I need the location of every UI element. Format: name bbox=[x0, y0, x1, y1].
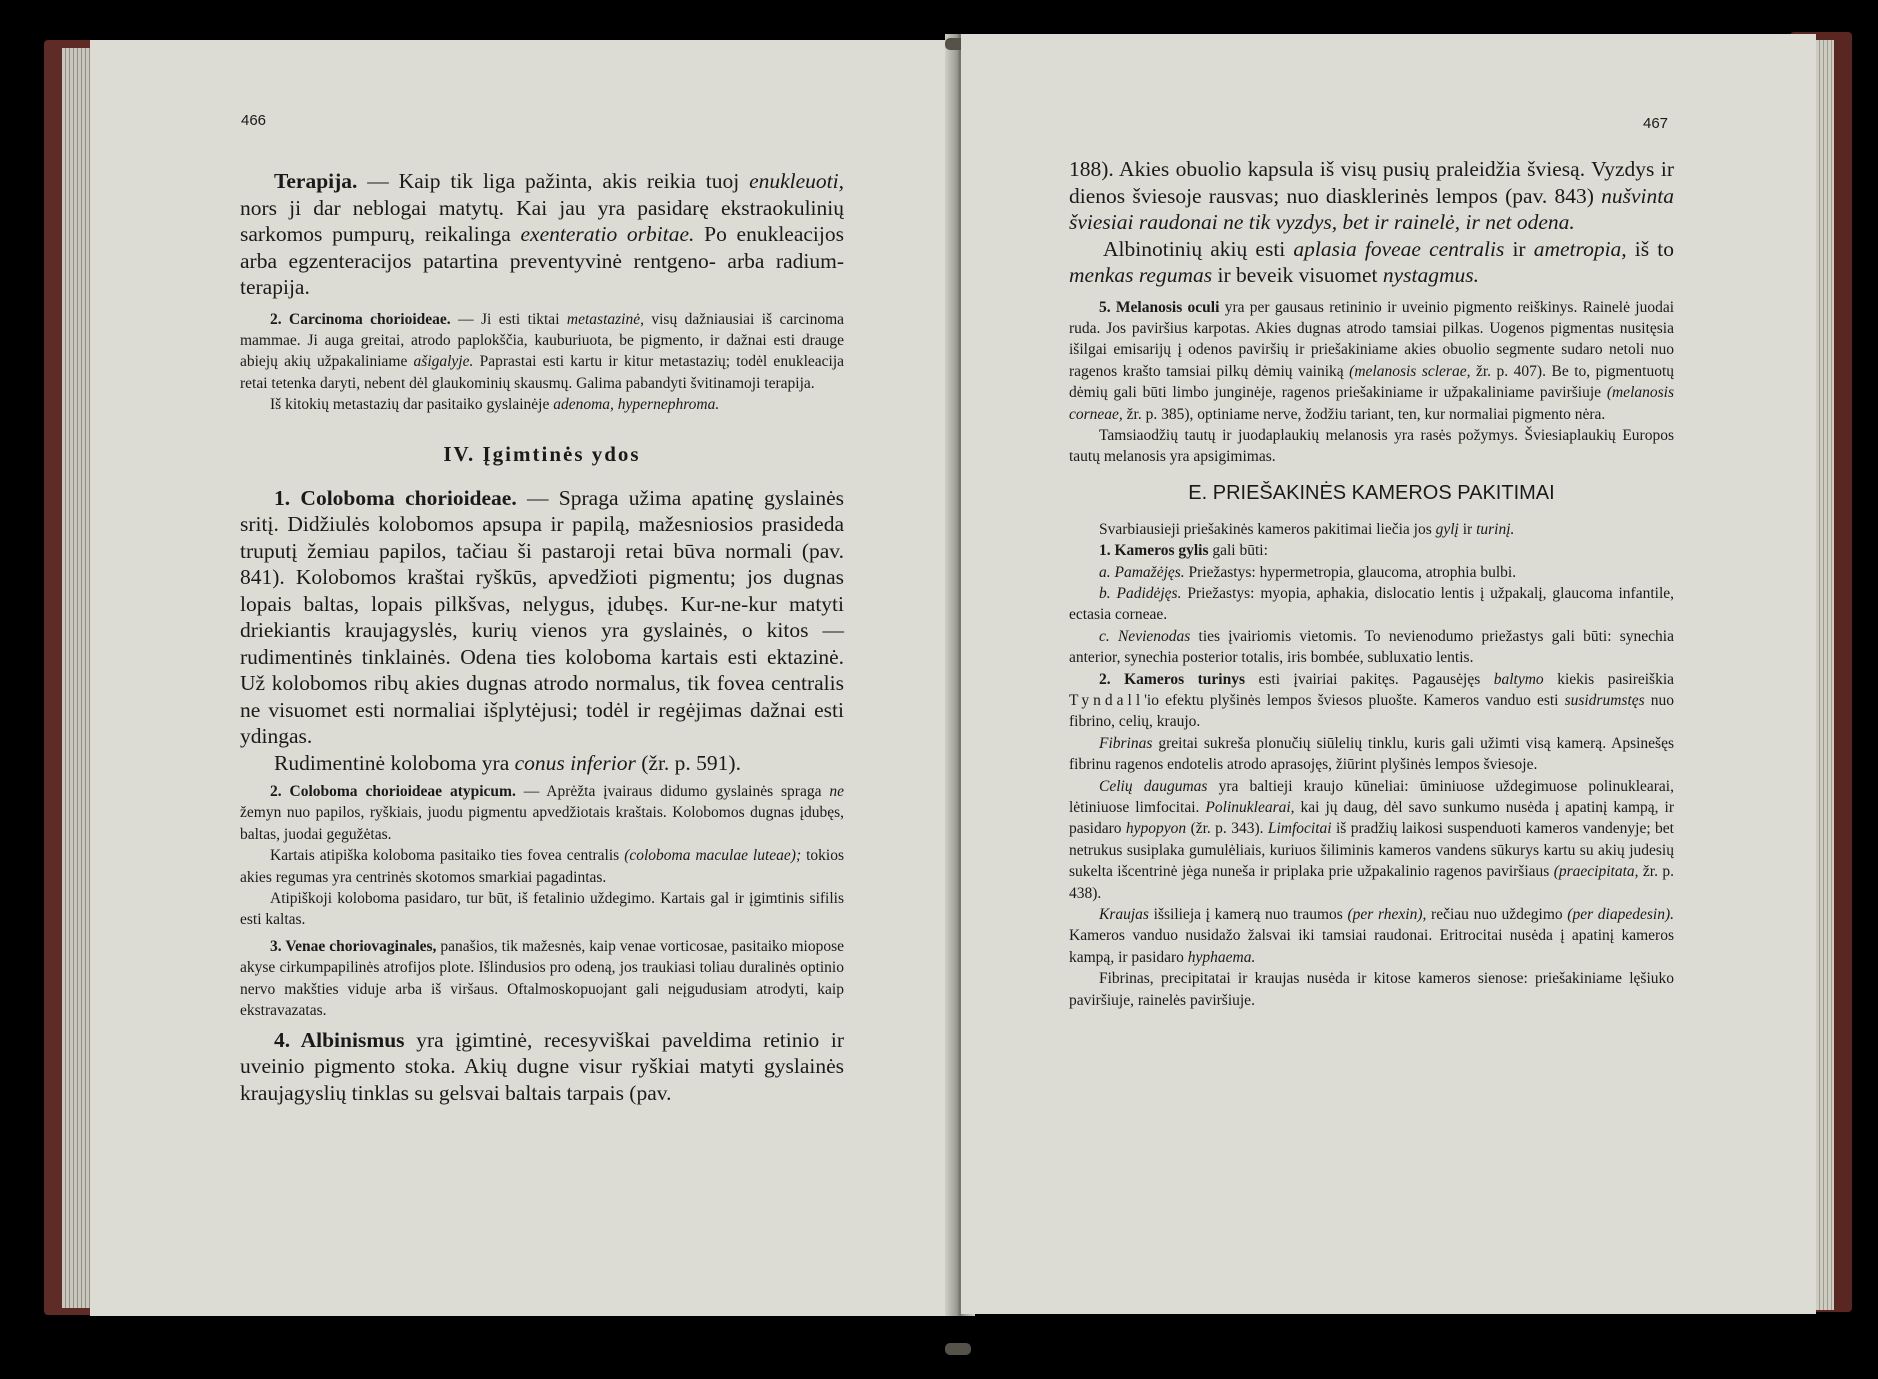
term-gylis: 1. Kameros gylis bbox=[1099, 542, 1209, 560]
term-coloboma: 1. Coloboma chorioideae. bbox=[274, 485, 517, 510]
right-page bbox=[961, 34, 1816, 1314]
paragraph-venae: 3. Venae choriovaginales, panašios, tik mažesnės, kaip venae vorticosae, pasitaiko miopose akyse cirkumpapilinės atrofijos plote. Išlindusios pro odeną, jos traukiasi toliau duralinės optinio nervo makšties viduje arba iš viršaus. Oftalmoskopuojant gali neįgudusiam atrodyti, kaip ekstravazatas. bbox=[240, 937, 845, 1020]
list-item-b: b. Padidėjęs. Priežastys: myopia, aphakia, dislocatio lentis į užpakalį, glaucoma infantile, ectasia corneae. bbox=[1069, 584, 1675, 624]
paragraph-kartais: Kartais atipiška koloboma pasitaiko ties fovea centralis (coloboma maculae luteae); tokios akies regumas yra centrinės skotomos smarkiai pagadintas. bbox=[240, 847, 845, 886]
paragraph-atypicum: 2. Coloboma chorioideae atypicum. — Aprėžta įvairaus didumo gyslainės spraga ne žemyn nuo papilos, ryškiais, juodu pigmentu apvedžiotais kraštais. Kolobomos dugnas įdubęs, baltas, juodai gegužėtas. bbox=[240, 783, 845, 843]
section-heading-left: IV. Įgimtinės ydos bbox=[443, 441, 641, 466]
term-venae: 3. Venae choriovaginales, bbox=[270, 937, 437, 955]
term-atypicum: 2. Coloboma chorioideae atypicum. bbox=[270, 783, 516, 801]
right-page-text bbox=[1069, 156, 1674, 1011]
term-carcinoma: 2. Carcinoma chorioideae. bbox=[270, 310, 451, 328]
paragraph-gylis: 1. Kameros gylis gali būti: bbox=[1099, 542, 1268, 560]
paragraph-metastazes: Iš kitokių metastazių dar pasitaiko gyslainėje adenoma, hypernephroma. bbox=[270, 396, 720, 414]
paragraph-melanosis: 5. Melanosis oculi yra per gausaus retininio ir uveinio pigmento reiškinys. Rainelė juodai ruda. Jos paviršius karpotas. Akies dugnas atrodo tamsiai pilkas. Uogenos pigmentas nusitęsia išilgai emisarijų į odenos paviršių ir priešakiniame akies obuolio segmente sudaro netoli nuo ragenos krašto tamsiai pilkų dėmių vainiką (melanosis sclerae, žr. p. 407). Be to, pigmentuotų dėmių gali būti limbo junginėje, ragenos priešakiniame ir užpakaliniame paviršiuje (melanosis corneae, žr. p. 385), optiniame nerve, žodžiu tariant, ten, kur normaliai pigmento nėra. bbox=[1069, 298, 1675, 423]
term-albinismus: 4. Albinismus bbox=[274, 1027, 405, 1052]
paragraph-albinismus-cont: 188). Akies obuolio kapsula iš visų pusių praleidžia šviesą. Vyzdys ir dienos šviesoje rausvas; nuo diasklerinės lempos (pav. 843) nušvinta šviesiai raudonai ne tik vyzdys, bet ir rainelė, ir net odena. bbox=[1069, 157, 1674, 234]
paragraph-fibrinas-precipitatai: Fibrinas, precipitatai ir kraujas nusėda ir kitose kameros sienose: priešakiniame lęšiuko paviršiuje, rainelės paviršiuje. bbox=[1069, 970, 1674, 1009]
left-page bbox=[90, 40, 959, 1316]
term-melanosis: 5. Melanosis oculi bbox=[1099, 298, 1220, 316]
binding-clip-bottom bbox=[945, 1343, 971, 1355]
section-heading-right: E. PRIEŠAKINĖS KAMEROS PAKITIMAI bbox=[1188, 481, 1555, 504]
paragraph-fibrinas: Fibrinas greitai sukreša plonučių siūlelių tinklu, kuris gali užimti visą kamerą. Apsinešęs fibrinu ragenos endotelis atrodo aprasojęs, žiūrint plyšinės lempos šviesoje. bbox=[1069, 734, 1674, 774]
paragraph-terapija: Terapija. — Kaip tik liga pažinta, akis reikia tuoj enukleuoti, nors ji dar neblogai matytų. Kai jau yra pasidarę ekstraokulinių sarkomos pumpurų, reikalinga exenteratio orbitae. Po enukleacijos arba egzenteracijos patartina preventyvinė rentgeno- arba radium-terapija. bbox=[240, 169, 844, 299]
paragraph-albinotiniu: Albinotinių akių esti aplasia foveae centralis ir ametropia, iš to menkas regumas ir beveik visuomet nystagmus. bbox=[1069, 236, 1674, 287]
paragraph-tamsiaodziu: Tamsiaodžių tautų ir juodaplaukių melanosis yra rasės požymys. Šviesiaplaukių Europos tautų melanosis yra apsigimimas. bbox=[1069, 426, 1674, 466]
page-number-right: 467 bbox=[1643, 115, 1669, 132]
term-turinys: 2. Kameros turinys bbox=[1099, 670, 1245, 688]
paragraph-atipiskoji: Atipiškoji koloboma pasidaro, tur būt, iš fetalinio uždegimo. Kartais gal ir įgimtinis sifilis esti kaltas. bbox=[240, 890, 844, 929]
paragraph-kraujas: Kraujas išsilieja į kamerą nuo traumos (per rhexin), rečiau nuo uždegimo (per diapedesin). Kameros vanduo nusidažo žalsvai iki tamsiai raudonai. Eritrocitai nusėda į apatinį kameros kampą, ir pasidaro hyphaema. bbox=[1069, 906, 1674, 966]
paragraph-svarbiausieji: Svarbiausieji priešakinės kameros pakitimai liečia jos gylį ir turinį. bbox=[1099, 520, 1515, 538]
paragraph-celiu: Celių daugumas yra baltieji kraujo kūneliai: ūminiuose uždegimuose polinuklearai, lėtiniuose limfocitai. Polinuklearai, kai jų daug, dėl savo sunkumo nusėda į apatinį kampą, ir pasidaro hypopyon (žr. p. 343). Limfocitai iš pradžių laikosi suspenduoti kameros vandenyje; bet netrukus susiplaka gumulėliais, kuriuos šiliminis kameros vandens sūkurys kartu su akių judesių sukelta išcentrinė jėga nuneša ir priplaka prie užpakalinio ragenos paviršiaus (praecipitata, žr. p. 438). bbox=[1069, 777, 1674, 902]
paragraph-turinys: 2. Kameros turinys esti įvairiai pakitęs. Pagausėjęs baltymo kiekis pasireiškia Tyndall'io efektu plyšinės lempos šviesos pluošte. Kameros vanduo esti susidrumstęs nuo fibrino, celių, kraujo. bbox=[1069, 670, 1675, 731]
term-terapija: Terapija. bbox=[274, 169, 358, 193]
paragraph-coloboma: 1. Coloboma chorioideae. — Spraga užima apatinę gyslainės sritį. Didžiulės kolobomos apsupa ir papilą, mažesniosios prasideda truputį žemiau papilos, tačiau ši pastaroji retai būva normali (pav. 841). Kolobomos kraštai ryškūs, apvedžioti pigmentu; jos dugnas lopais baltas, lopais pilkšvas, nelygus, įdubęs. Kur-ne-kur matyti driekiantis kraujagyslės, kurių vienos yra gyslainės, o kitos — rudimentinės tinklainės. Odena ties koloboma kartais esti ektazinė. Už kolobomos ribų akies dugnas atrodo normalus, tik fovea centralis ne visuomet esti normaliai išplytėjusi; todėl ir regėjimas dažnai esti ydingas. bbox=[240, 485, 844, 749]
list-item-a: a. Pamažėjęs. Priežastys: hypermetropia, glaucoma, atrophia bulbi. bbox=[1099, 563, 1517, 581]
list-item-c: c. Nevienodas ties įvairiomis vietomis. To nevienodumo priežastys gali būti: synechia anterior, synechia posterior totalis, iris bombée, subluxatio lentis. bbox=[1069, 627, 1674, 667]
left-page-text bbox=[240, 168, 844, 1106]
paragraph-rudimentine: Rudimentinė koloboma yra conus inferior (žr. p. 591). bbox=[274, 750, 741, 775]
page-number-left: 466 bbox=[241, 112, 267, 129]
paragraph-carcinoma: 2. Carcinoma chorioideae. — Ji esti tiktai metastazinė, visų dažniausiai iš carcinoma mammae. Ji auga greitai, atrodo paplokščia, kauburiuota, be pigmento, ir dažnai esti drauge abiejų akių užpakaliniame ašigalyje. Paprastai esti kartu ir kitur metastazių; todėl enukleacija retai tetenka daryti, nebent dėl glaukominių skausmų. Galima pabandyti švitinamoji terapija. bbox=[240, 310, 845, 392]
paragraph-albinismus: 4. Albinismus yra įgimtinė, recesyviškai paveldima retinio ir uveinio pigmento stoka. Akių dugne visur ryškiai matyti gyslainės kraujagyslių tinklas su gelsvai baltais tarpais (pav. bbox=[240, 1027, 844, 1105]
